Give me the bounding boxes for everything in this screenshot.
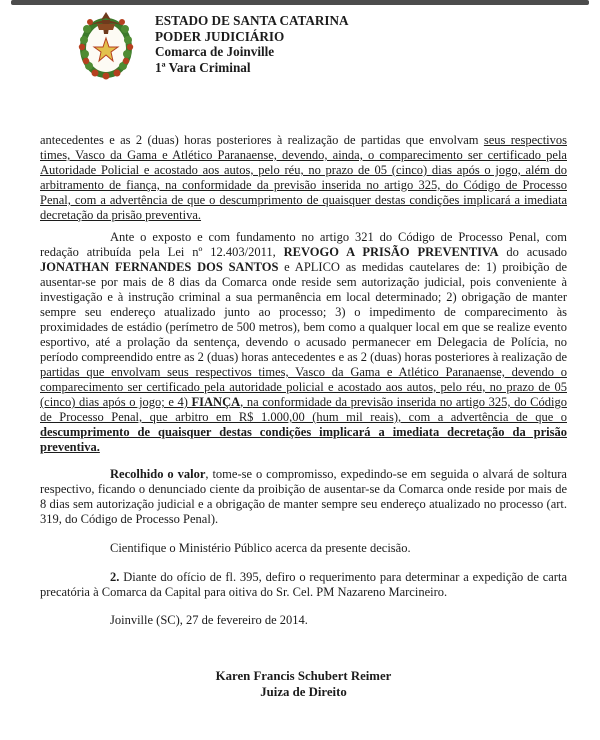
paragraph (40, 230, 567, 455)
signature-block (40, 669, 567, 700)
text-run: 2. (110, 570, 120, 584)
paragraph (40, 570, 567, 600)
text-run: , na conformidade da previsão inserida no artigo 325, do Código de Processo Penal, que arbitro em R$ 1.000,00 (hum mil reais), com a advertência de que o (40, 395, 567, 424)
paragraph (40, 541, 567, 556)
letterhead-line-state: ESTADO DE SANTA CATARINA (155, 13, 349, 28)
text-run: descumprimento de quaisquer destas condições implicará a imediata decretação da prisão preventiva. (40, 425, 567, 454)
letterhead-line-vara: 1ª Vara Criminal (155, 59, 251, 75)
paragraph (40, 613, 567, 628)
santa-catarina-coat-of-arms-icon (75, 10, 137, 80)
signature-title: Juiza de Direito (260, 684, 347, 699)
letterhead (75, 10, 570, 80)
text-run: Cientifique o Ministério Público acerca da presente decisão. (110, 541, 411, 555)
signature-name: Karen Francis Schubert Reimer (215, 669, 392, 683)
text-run: Diante do ofício de fl. 395, defiro o requerimento para determinar a expedição de carta precatória à Comarca da Capital para oitiva do Sr. Cel. PM Nazareno Marcineiro. (40, 570, 567, 599)
paragraph (40, 467, 567, 527)
text-run: , tome-se o compromisso, expedindo-se em seguida o alvará de soltura respectivo, ficando o denunciado ciente da proibição de ausentar-se da Comarca onde reside por mais de 8 dias sem autorização judicial e a obrigação de manter sempre seu endereço atualizado no processo (art. 319, do Código de Processo Penal). (40, 467, 567, 526)
scan-edge-artifact (11, 0, 589, 5)
text-run: Joinville (SC), 27 de fevereiro de 2014. (110, 613, 308, 627)
text-run: Ante o exposto e com fundamento no artigo 321 do Código de Processo Penal, com redação atribuída pela Lei nº 12.403/2011, (40, 230, 567, 259)
letterhead-line-comarca: Comarca de Joinville (155, 44, 275, 60)
text-run: FIANÇA (191, 395, 241, 409)
text-run: REVOGO A PRISÃO PREVENTIVA (283, 245, 499, 259)
text-run: seus respectivos times, Vasco da Gama e Atlético Paranaense, devendo, ainda, o comparecimento ser certificado pela Autoridade Policial e acostado aos autos, pelo réu, no prazo de 05 (cinco) dias após o jogo, além do arbitramento de fiança, na conformidade da previsão inserida no artigo 325, do Código de Processo Penal, com a advertência de que o descumprimento de quaisquer destas condições implicará a imediata decretação da prisão preventiva. (40, 133, 567, 222)
document-body (40, 133, 567, 700)
letterhead-text (155, 10, 349, 75)
text-run: e APLICO as medidas cautelares de: 1) proibição de ausentar-se por mais de 8 dias da Comarca onde reside sem autorização judicial, pois conveniente à investigação e à instrução criminal a sua permanência em local determinado; 2) obrigação de manter sempre seu endereço atualizado junto ao processo; 3) o impedimento de comparecimento às proximidades de estádio (perímetro de 500 metros), bem como a qualquer local em que se realize evento esportivo, até a prolação da sentença, devendo o acusado permanecer em Delegacia de Polícia, no período compreendido entre as 2 (duas) horas antecedentes e as 2 (duas) horas posteriores à realização de (40, 260, 568, 364)
letterhead-line-judiciary: PODER JUDICIÁRIO (155, 28, 285, 44)
text-run: Recolhido o valor (110, 467, 206, 481)
text-run: antecedentes e as 2 (duas) horas posteriores à realização de partidas que envolvam (40, 133, 484, 147)
paragraph (40, 133, 567, 223)
text-run: JONATHAN FERNANDES DOS SANTOS (40, 260, 279, 274)
text-run: partidas que envolvam seus respectivos times, Vasco da Gama e Atlético Paranaense, devendo o comparecimento ser certificado pela autoridade policial e acostado aos autos, pelo réu, no prazo de 05 (cinco) dias após o jogo; e 4) (40, 365, 567, 409)
text-run: do acusado (498, 245, 567, 259)
